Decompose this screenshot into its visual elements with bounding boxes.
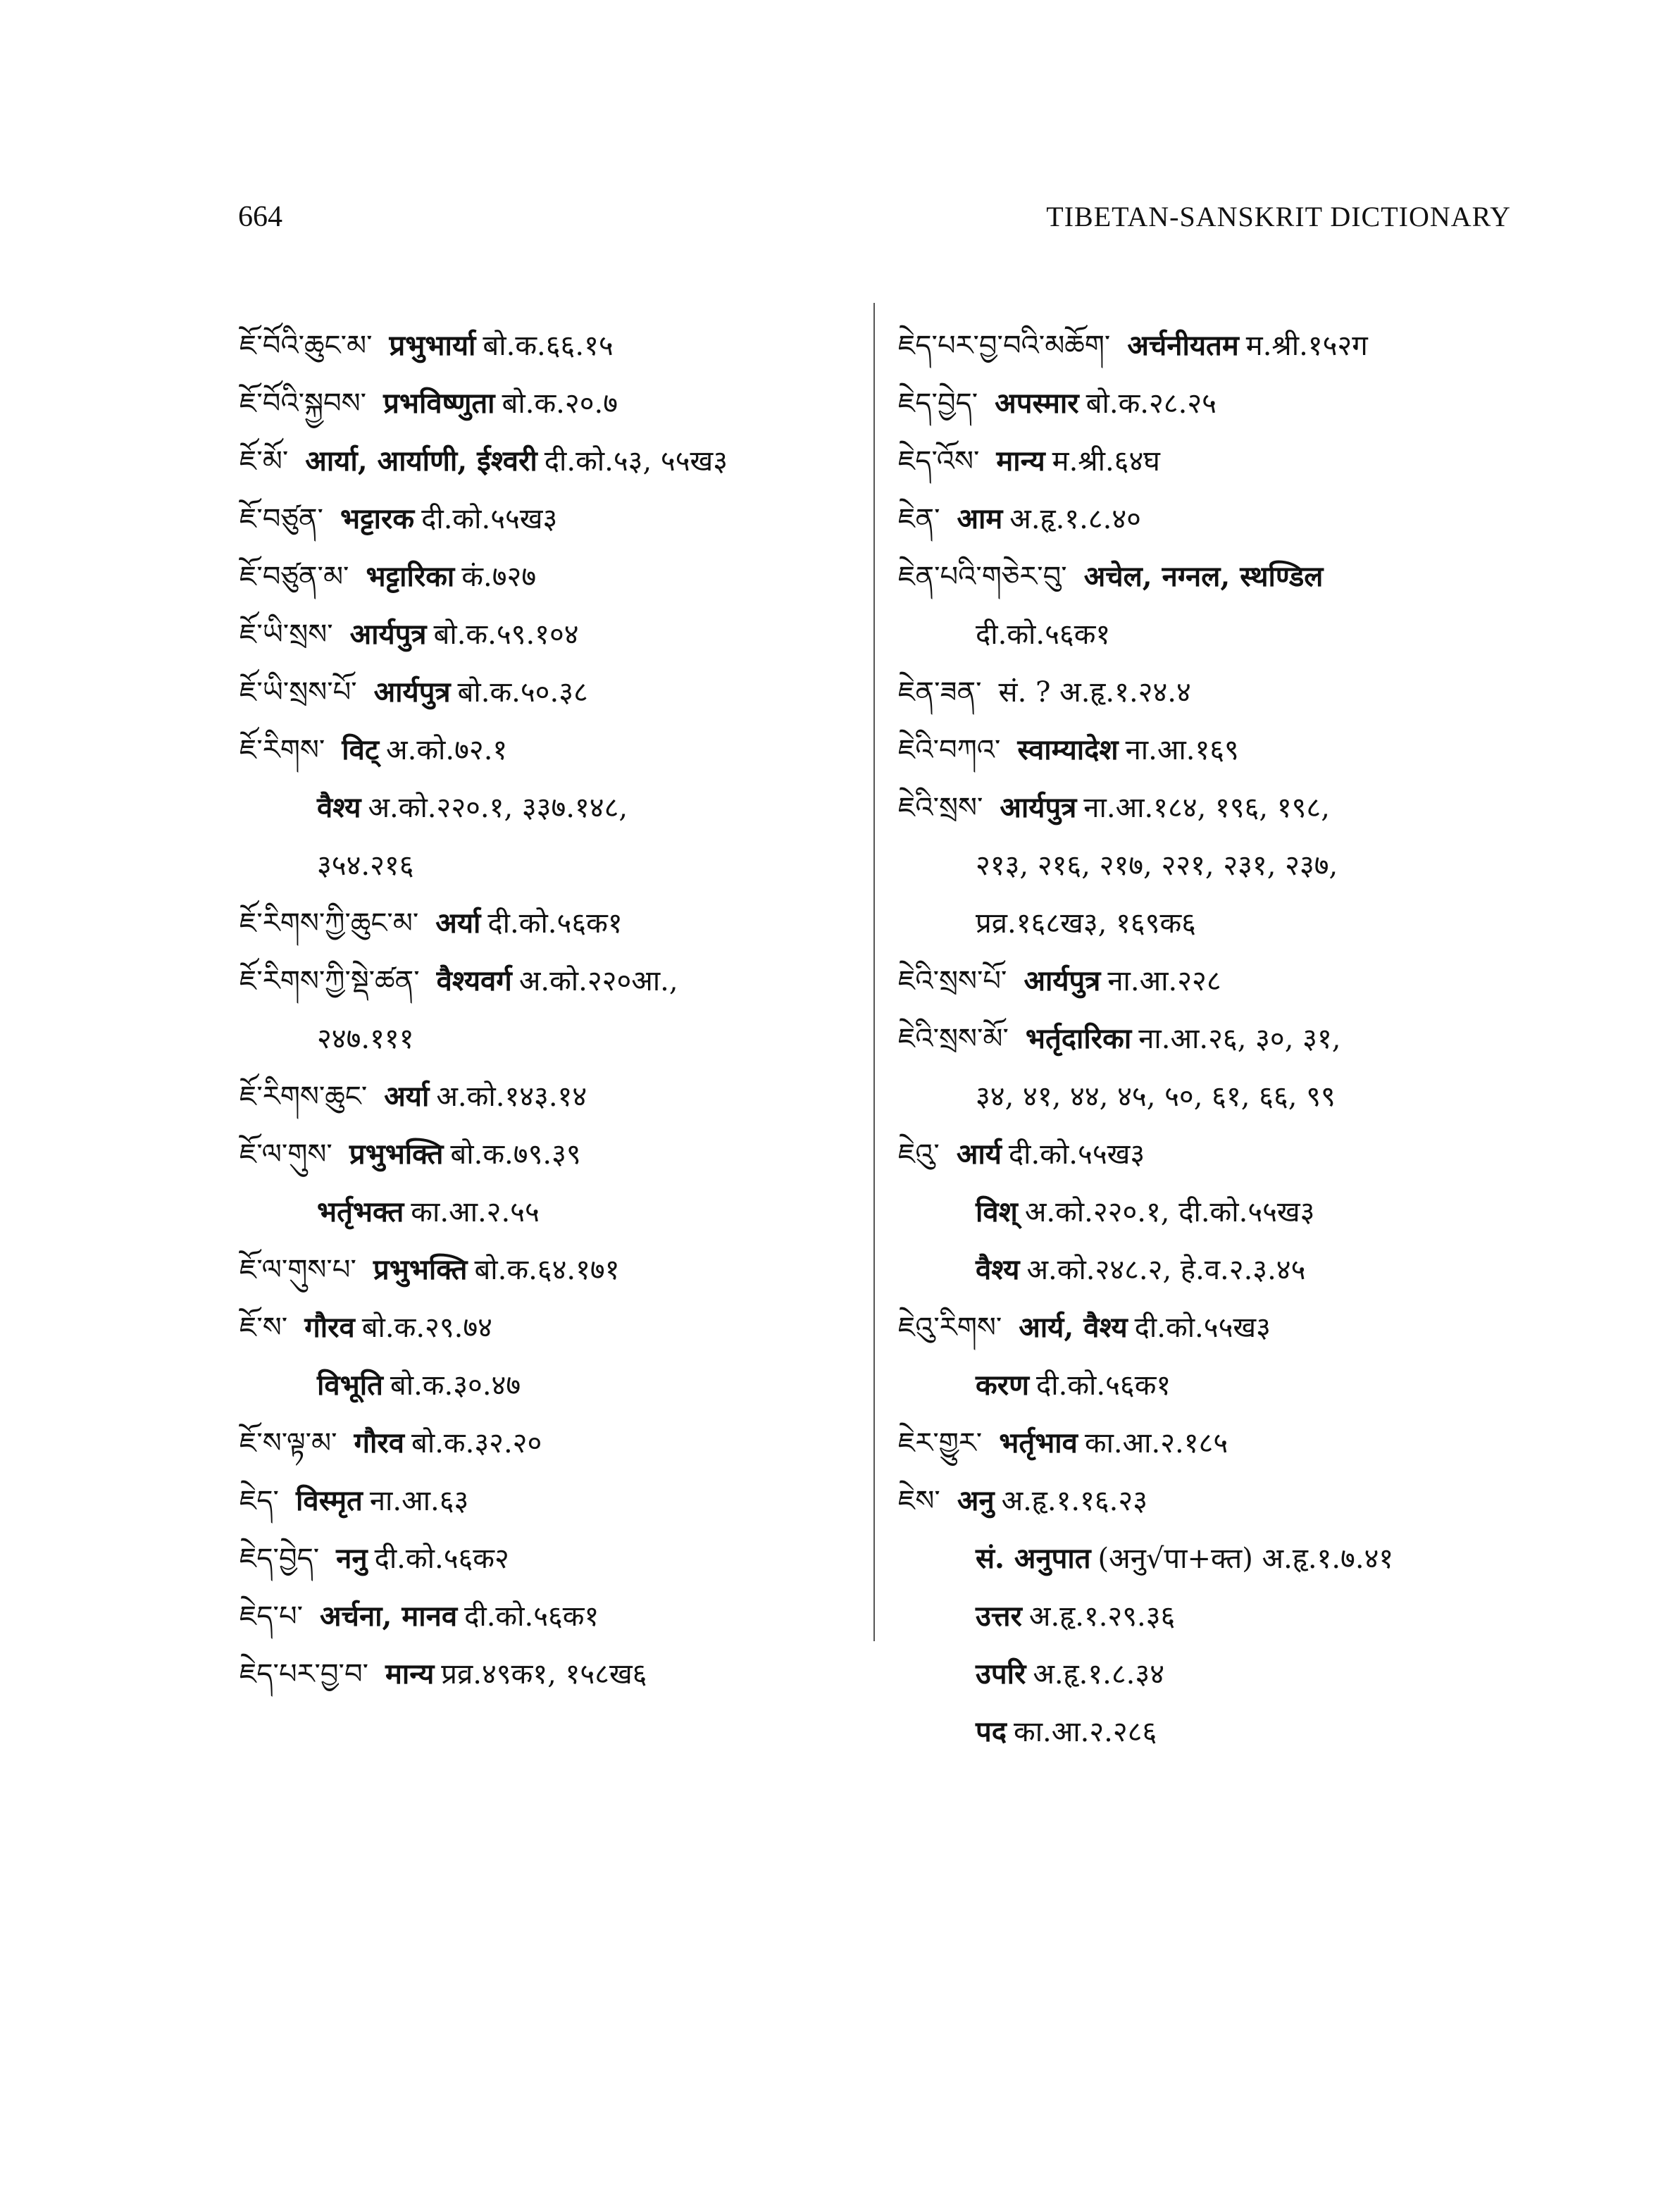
tibetan-headword: ཇོ་ལ་གུས་པ་ [239,1254,356,1286]
sanskrit-equivalent: आर्यपुत्र [349,618,427,651]
tibetan-headword: ཇེའི་བཀའ་ [898,734,1001,766]
tibetan-headword: ཇེད་པར་བྱ་བ་ [239,1658,368,1691]
dictionary-entry [239,779,873,837]
sanskrit-equivalent: आर्यपुत्र [1000,791,1077,824]
tibetan-headword: ཇེད་པར་བྱ་བའི་མཆོག་ [898,330,1111,362]
source-reference: सं. ? अ.हृ.१.२४.४ [998,676,1191,709]
tibetan-headword: ཇེར་གྱུར་ [898,1427,983,1459]
dictionary-entry [239,952,873,1010]
source-reference: बो.क.३०.४७ [390,1369,521,1402]
sanskrit-equivalent: आर्यपुत्र [1023,964,1101,997]
source-reference: बो.क.२८.२५ [1085,387,1217,420]
sanskrit-equivalent: आर्यपुत्र [373,675,451,709]
tibetan-headword: ཇེད་པ་ [239,1600,303,1633]
sanskrit-equivalent: अर्चना, मानव [320,1600,458,1633]
tibetan-headword: ཇེའུ་ [898,1138,940,1171]
source-reference: म.श्री.१५२ग [1245,330,1368,362]
source-reference: का.आ.२.१८५ [1084,1427,1228,1459]
sanskrit-equivalent: भर्तृभक्त [317,1195,404,1228]
tibetan-headword: ཇེའི་སྲས་མོ་ [898,1023,1009,1055]
running-title: TIBETAN-SANSKRIT DICTIONARY [1046,201,1511,232]
tibetan-headword: ཇོ་བོའི་ཆུང་མ་ [239,330,373,362]
source-reference: दी.को.५५ख३ [421,503,558,535]
sanskrit-equivalent: मान्य [385,1657,435,1691]
tibetan-headword: ཇེད་བྱེད་ [898,387,978,420]
dictionary-entry [239,837,873,895]
dictionary-entry [239,375,873,432]
source-reference: अ.को.२४८.२, हे.व.२.३.४५ [1026,1254,1306,1286]
tibetan-headword: ཇེན་པའི་གཅེར་བུ་ [898,561,1067,593]
sanskrit-equivalent: आर्य, वैश्य [1019,1311,1128,1344]
sanskrit-equivalent: विट् [342,733,380,766]
source-reference: दी.को.५६क२ [374,1543,509,1575]
dictionary-entry [898,1068,1532,1126]
sanskrit-equivalent: पद [976,1715,1007,1748]
source-reference: ना.आ.१८४, १९६, १९८, [1083,792,1330,824]
source-reference: बो.क.५९.१०४ [433,618,579,651]
sanskrit-equivalent: अर्या [384,1080,430,1113]
dictionary-entry [898,1645,1532,1703]
source-reference: ३५४.२१६ [317,849,414,882]
source-reference: ना.आ.२२८ [1107,965,1221,997]
sanskrit-equivalent: भर्तृभाव [999,1426,1078,1459]
tibetan-headword: ཇེད་ [239,1485,279,1517]
source-reference: दी.को.५६क१ [487,907,623,940]
source-reference: बो.क.२९.७४ [361,1312,492,1344]
source-reference: बो.क.५०.३८ [457,676,588,709]
sanskrit-equivalent: विस्मृत [295,1484,363,1517]
sanskrit-equivalent: अपस्मार [995,387,1079,420]
dictionary-entry [898,779,1532,837]
source-reference: दी.को.५६क१ [464,1600,599,1633]
tibetan-headword: ཇེས་ [898,1485,940,1517]
dictionary-entry [898,432,1532,490]
source-reference: ना.आ.१६९ [1125,734,1239,766]
dictionary-entry [239,721,873,779]
source-reference: दी.को.५६क१ [976,618,1111,651]
sanskrit-equivalent: ननु [336,1542,368,1575]
tibetan-headword: ཇོ་མོ་ [239,445,289,478]
source-reference: ३४, ४१, ४४, ४५, ५०, ६१, ६६, ९९ [976,1081,1336,1113]
source-reference: अ.हृ.१.१६.२३ [1001,1485,1147,1517]
tibetan-headword: ཇེད་བྱེད་ [239,1543,320,1575]
source-reference: ना.आ.२६, ३०, ३१, [1138,1023,1341,1055]
dictionary-entry [239,606,873,664]
source-reference: दी.को.५५ख३ [1008,1138,1145,1171]
tibetan-headword: ཇེན་ [898,503,940,535]
sanskrit-equivalent: उत्तर [976,1600,1022,1633]
source-reference: का.आ.२.५५ [411,1196,540,1228]
sanskrit-equivalent: भर्तृदारिका [1025,1022,1132,1055]
right-column [898,317,1532,1761]
dictionary-entry [898,548,1532,606]
sanskrit-equivalent: अचेल, नग्नल, स्थण्डिल [1083,560,1324,593]
source-reference: ना.आ.६३ [369,1485,469,1517]
dictionary-entry [898,1357,1532,1414]
sanskrit-equivalent: भट्टारिका [366,560,455,593]
dictionary-entry [898,1299,1532,1357]
sanskrit-equivalent: आर्य [956,1138,1002,1171]
sanskrit-equivalent: करण [976,1369,1029,1402]
dictionary-entry [239,432,873,490]
sanskrit-equivalent: वैश्यवर्ग [436,964,512,997]
dictionary-entry [898,1588,1532,1645]
tibetan-headword: ཇོ་ས་ [239,1312,288,1344]
sanskrit-equivalent: विश् [976,1195,1018,1228]
sanskrit-equivalent: वैश्य [976,1253,1020,1286]
source-reference: का.आ.२.२८६ [1013,1716,1157,1748]
source-reference: बो.क.६४.१७१ [474,1254,620,1286]
dictionary-entry [239,1530,873,1588]
source-reference: प्रव्र.१६८ख३, १६९क६ [976,907,1196,940]
source-reference: कं.७२७ [461,561,537,593]
source-reference: अ.को.१४३.१४ [436,1081,587,1113]
dictionary-entry [898,317,1532,375]
tibetan-headword: ཇེད་འོས་ [898,445,980,478]
dictionary-entry [239,664,873,721]
dictionary-entry [239,1645,873,1703]
sanskrit-equivalent: गौरव [354,1426,405,1459]
dictionary-entry [898,1703,1532,1761]
tibetan-headword: ཇོ་བོའི་སྐྱབས་ [239,387,367,420]
source-reference: २१३, २१६, २१७, २२१, २३१, २३७, [976,849,1338,882]
dictionary-entry [898,1472,1532,1530]
source-reference: दी.को.५३, ५५ख३ [544,445,728,478]
dictionary-entry [898,1010,1532,1068]
source-reference: बो.क.२०.७ [502,387,618,420]
left-column [239,317,873,1703]
sanskrit-equivalent: आम [957,502,1003,535]
dictionary-entry [898,721,1532,779]
source-reference: दी.को.५६क१ [1036,1369,1171,1402]
tibetan-headword: ཇོ་རིགས་ [239,734,325,766]
dictionary-entry [239,1299,873,1357]
dictionary-entry [239,490,873,548]
dictionary-entry [239,1588,873,1645]
sanskrit-equivalent: सं. अनुपात [976,1542,1091,1575]
dictionary-entry [898,1414,1532,1472]
dictionary-entry [898,1183,1532,1241]
dictionary-entry [239,1414,873,1472]
dictionary-entry [898,1126,1532,1183]
sanskrit-equivalent: अर्या [435,907,481,940]
tibetan-headword: ཇེན་ཟན་ [898,676,982,709]
dictionary-entry [239,317,873,375]
sanskrit-equivalent: स्वाम्यादेश [1017,733,1119,766]
sanskrit-equivalent: उपरि [976,1657,1026,1691]
tibetan-headword: ཇེའི་སྲས་པོ་ [898,965,1007,997]
sanskrit-equivalent: अनु [957,1484,995,1517]
source-reference: बो.क.६६.१५ [483,330,614,362]
dictionary-entry [898,1530,1532,1588]
source-reference: बो.क.३२.२० [411,1427,542,1459]
tibetan-headword: ཇོ་ཡི་སྲས་ [239,618,333,651]
tibetan-headword: ཇོ་རིགས་ཀྱི་ཆུང་མ་ [239,907,419,940]
tibetan-headword: ཇོ་ས་ལྟ་མ་ [239,1427,337,1459]
dictionary-entry [239,1241,873,1299]
sanskrit-equivalent: भट्टारक [340,502,415,535]
source-reference: म.श्री.६४घ [1052,445,1160,478]
column-divider [873,303,875,1641]
dictionary-entry [898,490,1532,548]
dictionary-entry [239,1183,873,1241]
source-reference: अ.हृ.१.८.४० [1009,503,1141,535]
dictionary-entry [239,1126,873,1183]
tibetan-headword: ཇེའུ་རིགས་ [898,1312,1002,1344]
tibetan-headword: ཇོ་ལ་གུས་ [239,1138,332,1171]
dictionary-entry [239,1010,873,1068]
dictionary-entry [898,895,1532,952]
tibetan-headword: ཇོ་རིགས་ཀྱི་སྡེ་ཚན་ [239,965,420,997]
dictionary-entry [239,1068,873,1126]
sanskrit-equivalent: मान्य [996,444,1045,478]
dictionary-entry [239,895,873,952]
sanskrit-equivalent: विभूति [317,1369,383,1402]
sanskrit-equivalent: गौरव [304,1311,355,1344]
source-reference: प्रव्र.४९क१, १५८ख६ [441,1658,647,1691]
tibetan-headword: ཇེའི་སྲས་ [898,792,983,824]
sanskrit-equivalent: प्रभुभक्ति [373,1253,468,1286]
source-reference: अ.को.७२.१ [386,734,508,766]
source-reference: अ.को.२२०आ., [518,965,678,997]
dictionary-entry [898,1241,1532,1299]
source-reference: अ.को.२२०.१, दी.को.५५ख३ [1024,1196,1315,1228]
source-reference: दी.को.५५ख३ [1134,1312,1271,1344]
dictionary-entry [898,837,1532,895]
source-reference: बो.क.७९.३९ [450,1138,581,1171]
source-reference: अ.हृ.१.८.३४ [1033,1658,1164,1691]
tibetan-headword: ཇོ་རིགས་ཆུང་ [239,1081,368,1113]
tibetan-headword: ཇོ་ཡི་སྲས་པོ་ [239,676,357,709]
source-reference: २४७.१११ [317,1023,414,1055]
dictionary-entry [239,548,873,606]
sanskrit-equivalent: प्रभुभार्या [389,329,476,362]
source-reference: (अनु√पा+क्त) अ.हृ.१.७.४१ [1097,1543,1394,1575]
tibetan-headword: ཇོ་བཙུན་ [239,503,323,535]
sanskrit-equivalent: आर्या, आर्याणी, ईश्वरी [305,444,537,478]
dictionary-entry [898,606,1532,664]
dictionary-entry [239,1357,873,1414]
page-number: 664 [238,201,282,233]
dictionary-entry [898,375,1532,432]
tibetan-headword: ཇོ་བཙུན་མ་ [239,561,349,593]
sanskrit-equivalent: प्रभुभक्ति [349,1138,444,1171]
sanskrit-equivalent: वैश्य [317,791,361,824]
source-reference: अ.हृ.१.२९.३६ [1028,1600,1176,1633]
source-reference: अ.को.२२०.१, ३३७.१४८, [368,792,628,824]
dictionary-entry [239,1472,873,1530]
dictionary-entry [898,664,1532,721]
sanskrit-equivalent: अर्चनीयतम [1127,329,1239,362]
dictionary-entry [898,952,1532,1010]
sanskrit-equivalent: प्रभविष्णुता [383,387,495,420]
